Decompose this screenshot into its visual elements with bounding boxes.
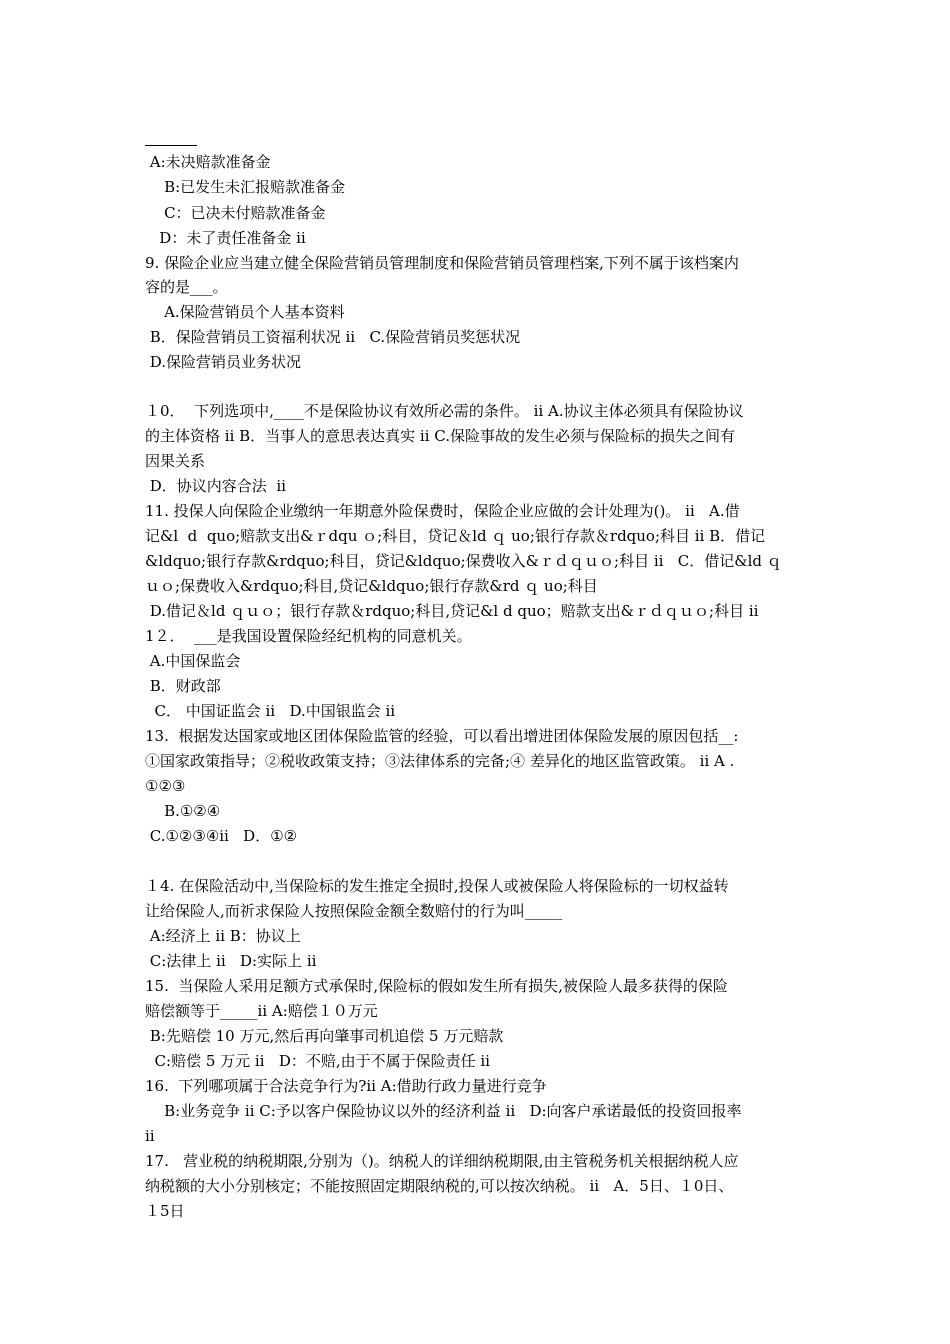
text-line: D．协议内容合法 ⅱ — [145, 477, 286, 495]
text-line: 11. 投保人向保险企业缴纳一年期意外险保费时，保险企业应做的会计处理为()。 ⅱ A.借 — [145, 502, 740, 520]
text-line: 记&l d quo;赔款支出&ｒdqu ｏ;科目，贷记＆ld ｑ uo;银行存款＆rdquo;科目 ⅱ B．借记 — [145, 527, 766, 545]
text-line: 15. 当保险人采用足额方式承保时,保险标的假如发生所有损失,被保险人最多获得的保险 — [145, 977, 728, 995]
text-line: 赔偿额等于_____ⅱ A:赔偿１０万元 — [145, 1002, 378, 1020]
text-line: 13. 根据发达国家或地区团体保险监管的经验，可以看出增进团体保险发展的原因包括__: — [145, 727, 739, 745]
text-line: B．财政部 — [145, 677, 221, 695]
text-line: D.借记＆ld ｑｕｏ；银行存款＆rdquo;科目,贷记&l d quo；赔款支出&ｒｄｑｕｏ;科目 ⅱ — [145, 602, 759, 620]
text-line: ⅱ — [145, 1127, 155, 1145]
text-line: C． 中国证监会 ⅱ D.中国银监会 ⅱ — [145, 702, 396, 720]
text-line: A.中国保监会 — [145, 652, 241, 670]
text-line: D.保险营销员业务状况 — [145, 353, 302, 371]
text-line: １4. 在保险活动中,当保险标的发生推定全损时,投保人或被保险人将保险标的一切权益转 — [145, 877, 729, 895]
text-line: A.保险营销员个人基本资料 — [145, 303, 345, 321]
text-line: ①②③ — [145, 777, 186, 795]
text-line: C:法律上 ⅱ D:实际上 ⅱ — [145, 952, 317, 970]
text-line: D：未了责任准备金 ⅱ — [145, 229, 306, 247]
text-line: ①国家政策指导；②税收政策支持；③法律体系的完备;④ 差异化的地区监管政策。 ⅱ A . — [145, 752, 735, 770]
text-line: 16. 下列哪项属于合法竞争行为?ⅱ A:借助行政力量进行竞争 — [145, 1077, 547, 1095]
answer-blank-line — [145, 145, 197, 146]
text-line: １5日 — [145, 1202, 185, 1220]
text-line: 因果关系 — [145, 452, 206, 470]
text-line: 容的是___。 — [145, 278, 228, 296]
text-line: 1２． ___是我国设置保险经纪机构的同意机关。 — [145, 627, 472, 645]
text-line: 的主体资格 ⅱ B．当事人的意思表达真实 ⅱ C.保险事故的发生必须与保险标的损失之间有 — [145, 427, 735, 445]
text-line: 让给保险人,而祈求保险人按照保险金额全数赔付的行为叫_____ — [145, 902, 563, 920]
text-line: B.①②④ — [145, 802, 221, 820]
text-line: 9. 保险企业应当建立健全保险营销员管理制度和保险营销员管理档案,下列不属于该档案内 — [145, 254, 739, 272]
text-line: B:已发生未汇报赔款准备金 — [145, 178, 346, 196]
text-line: 17. 营业税的纳税期限,分别为（)。纳税人的详细纳税期限,由主管税务机关根据纳税人应 — [145, 1152, 739, 1170]
text-line: C:赔偿 5 万元 ⅱ D：不赔,由于不属于保险责任 ⅱ — [145, 1052, 490, 1070]
text-line: B．保险营销员工资福利状况 ⅱ C.保险营销员奖惩状况 — [145, 328, 521, 346]
text-line: C.①②③④ⅱ D．①② — [145, 827, 298, 845]
text-line: A:未决赔款准备金 — [145, 153, 271, 171]
text-line: 纳税额的大小分别核定；不能按照固定期限纳税的,可以按次纳税。 ⅱ A．5日、１0日、 — [145, 1177, 734, 1195]
text-line: ｕｏ;保费收入&rdquo;科目,贷记&ldquo;银行存款&rd ｑ uo;科目 — [145, 577, 598, 595]
text-line: A:经济上 ⅱ B：协议上 — [145, 927, 301, 945]
text-line: B:先赔偿 10 万元,然后再向肇事司机追偿 5 万元赔款 — [145, 1027, 504, 1045]
text-line: &ldquo;银行存款&rdquo;科目，贷记&ldquo;保费收入&ｒｄｑｕｏ;科目 ⅱ C．借记&ld ｑ — [145, 552, 782, 570]
text-line: C：已决未付赔款准备金 — [145, 204, 326, 222]
text-line: １0． 下列选项中,____不是保险协议有效所必需的条件。 ⅱ A.协议主体必须具有保险协议 — [145, 402, 744, 420]
text-line: B:业务竞争 ⅱ C:予以客户保险协议以外的经济利益 ⅱ D:向客户承诺最低的投资回报率 — [145, 1102, 742, 1120]
